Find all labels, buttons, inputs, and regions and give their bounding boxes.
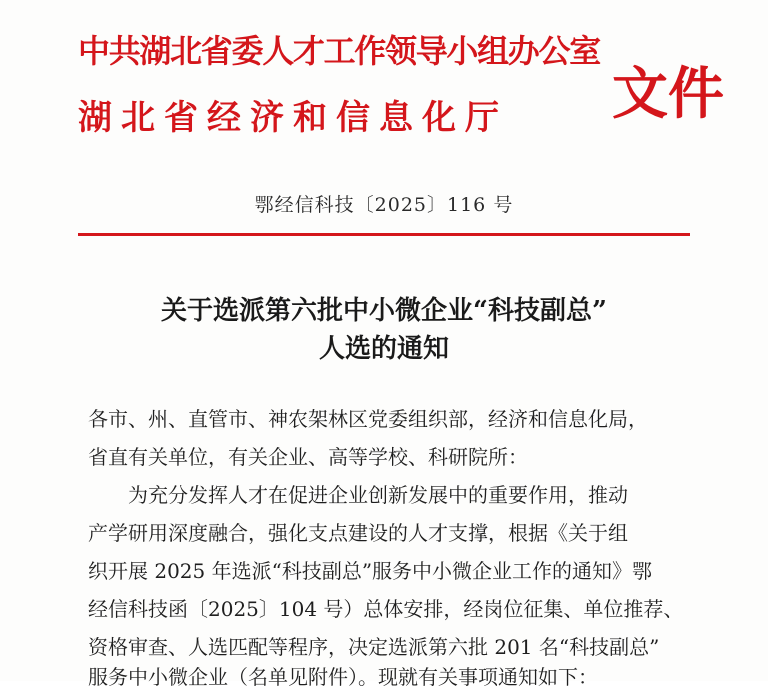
paragraph-line-4: 经信科技函〔2025〕104 号）总体安排，经岗位征集、单位推荐、 <box>88 597 684 621</box>
document-type-label: 文件 <box>612 62 724 127</box>
document-number: 鄂经信科技〔2025〕116 号 <box>254 194 514 216</box>
red-divider <box>78 233 690 236</box>
paragraph-line-3: 织开展 2025 年选派“科技副总”服务中小微企业工作的通知》鄂 <box>88 559 653 583</box>
paragraph-line-6: 服务中小微企业（名单见附件）。现就有关事项通知如下： <box>88 665 598 689</box>
paragraph-line-5: 资格审查、人选匹配等程序，决定选派第六批 201 名“科技副总” <box>88 635 660 659</box>
recipients-line-1: 各市、州、直管市、神农架林区党委组织部，经济和信息化局， <box>88 407 648 431</box>
issuing-org-1: 中共湖北省委人才工作领导小组办公室 <box>78 32 600 70</box>
issuing-org-2: 湖北省经济和信息化厅 <box>78 98 508 138</box>
notice-title-line-1: 关于选派第六批中小微企业“科技副总” <box>161 296 607 326</box>
recipients-line-2: 省直有关单位，有关企业、高等学校、科研院所： <box>88 445 528 469</box>
paragraph-line-1: 为充分发挥人才在促进企业创新发展中的重要作用，推动 <box>128 483 628 507</box>
notice-title-line-2: 人选的通知 <box>318 334 449 364</box>
paragraph-line-2: 产学研用深度融合，强化支点建设的人才支撑，根据《关于组 <box>88 521 628 545</box>
